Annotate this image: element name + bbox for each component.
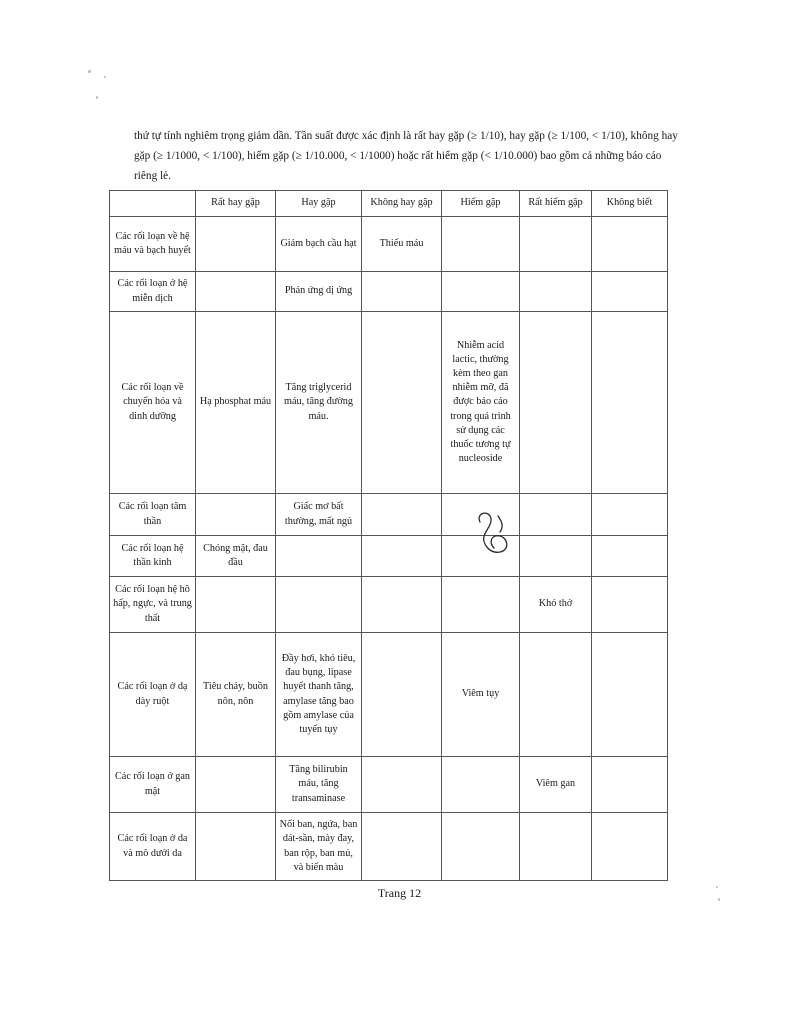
cell-uncommon	[362, 577, 442, 633]
cell-common: Tăng triglycerid máu, tăng đường máu.	[276, 312, 362, 494]
header-uncommon: Không hay gặp	[362, 191, 442, 217]
table-row	[110, 757, 668, 813]
scan-speck	[96, 96, 98, 99]
cell-rare	[442, 813, 520, 881]
scan-speck	[88, 70, 91, 73]
header-very-common: Rất hay gặp	[196, 191, 276, 217]
cell-very-common	[196, 577, 276, 633]
cell-rare: Nhiễm acid lactic, thường kèm theo gan nhiễm mỡ, đã được báo cáo trong quá trình sử dụng các thuốc tương tự nucleoside	[442, 312, 520, 494]
table-row	[110, 312, 668, 494]
cell-unknown	[592, 272, 668, 312]
header-very-rare: Rất hiếm gặp	[520, 191, 592, 217]
cell-rare	[442, 272, 520, 312]
cell-very-common	[196, 757, 276, 813]
intro-paragraph: thứ tự tính nghiêm trọng giảm dần. Tần suất được xác định là rất hay gặp (≥ 1/10), hay gặp (≥ 1/100, < 1/10), không hay gặp (≥ 1/1000, < 1/100), hiếm gặp (≥ 1/10.000, < 1/1000) hoặc rất hiếm gặp (< 1/10.000) bao gồm cả những báo cáo riêng lẻ.	[134, 130, 678, 182]
cell-very-rare	[520, 633, 592, 757]
cell-unknown	[592, 217, 668, 272]
cell-very-rare: Viêm gan	[520, 757, 592, 813]
header-empty	[110, 191, 196, 217]
cell-unknown	[592, 757, 668, 813]
handwritten-signature	[470, 508, 522, 564]
cell-very-common: Chóng mặt, đau đầu	[196, 536, 276, 577]
cell-common: Nổi ban, ngứa, ban dát-sần, mày đay, ban rộp, ban mủ, và biến màu	[276, 813, 362, 881]
cell-common: Tăng bilirubin máu, tăng transaminase	[276, 757, 362, 813]
table-row	[110, 813, 668, 881]
cell-uncommon	[362, 536, 442, 577]
cell-unknown	[592, 577, 668, 633]
scan-speck	[104, 76, 106, 78]
header-unknown: Không biết	[592, 191, 668, 217]
cell-very-common	[196, 217, 276, 272]
cell-very-common: Hạ phosphat máu	[196, 312, 276, 494]
cell-uncommon	[362, 633, 442, 757]
cell-common	[276, 536, 362, 577]
cell-very-rare	[520, 536, 592, 577]
cell-uncommon	[362, 494, 442, 536]
cell-very-rare	[520, 494, 592, 536]
cell-very-common	[196, 494, 276, 536]
table-row	[110, 633, 668, 757]
table-header-row	[110, 191, 668, 217]
header-rare: Hiếm gặp	[442, 191, 520, 217]
cell-unknown	[592, 813, 668, 881]
row-category: Các rối loạn hệ hô hấp, ngực, và trung thất	[110, 577, 196, 633]
cell-common	[276, 577, 362, 633]
header-common: Hay gặp	[276, 191, 362, 217]
cell-very-common	[196, 813, 276, 881]
table-row	[110, 577, 668, 633]
row-category: Các rối loạn ở hệ miễn dịch	[110, 272, 196, 312]
row-category: Các rối loạn ở dạ dày ruột	[110, 633, 196, 757]
row-category: Các rối loạn tâm thần	[110, 494, 196, 536]
row-category: Các rối loạn ở da và mô dưới da	[110, 813, 196, 881]
cell-very-rare	[520, 217, 592, 272]
row-category: Các rối loạn ở gan mật	[110, 757, 196, 813]
cell-uncommon	[362, 272, 442, 312]
row-category: Các rối loạn về hệ máu và bạch huyết	[110, 217, 196, 272]
table-row	[110, 536, 668, 577]
table-row	[110, 494, 668, 536]
cell-uncommon	[362, 312, 442, 494]
cell-uncommon	[362, 757, 442, 813]
cell-very-common	[196, 272, 276, 312]
cell-rare	[442, 577, 520, 633]
cell-very-rare	[520, 312, 592, 494]
cell-rare	[442, 217, 520, 272]
cell-common: Đầy hơi, khó tiêu, đau bụng, lipase huyết thanh tăng, amylase tăng bao gồm amylase của tuyến tụy	[276, 633, 362, 757]
cell-rare: Viêm tụy	[442, 633, 520, 757]
cell-common: Phản ứng dị ứng	[276, 272, 362, 312]
cell-unknown	[592, 536, 668, 577]
cell-unknown	[592, 633, 668, 757]
table-row	[110, 217, 668, 272]
cell-very-rare	[520, 272, 592, 312]
cell-common: Giảm bạch cầu hạt	[276, 217, 362, 272]
cell-very-rare: Khó thở	[520, 577, 592, 633]
adverse-effects-table	[109, 190, 668, 881]
cell-very-common: Tiêu chảy, buồn nôn, nôn	[196, 633, 276, 757]
row-category: Các rối loạn hệ thần kinh	[110, 536, 196, 577]
cell-rare	[442, 757, 520, 813]
row-category: Các rối loạn về chuyển hóa và dinh dưỡng	[110, 312, 196, 494]
page-number: Trang 12	[377, 886, 422, 900]
table-row	[110, 272, 668, 312]
cell-unknown	[592, 494, 668, 536]
cell-uncommon: Thiếu máu	[362, 217, 442, 272]
cell-unknown	[592, 312, 668, 494]
cell-very-rare	[520, 813, 592, 881]
cell-uncommon	[362, 813, 442, 881]
cell-common: Giấc mơ bất thường, mất ngủ	[276, 494, 362, 536]
